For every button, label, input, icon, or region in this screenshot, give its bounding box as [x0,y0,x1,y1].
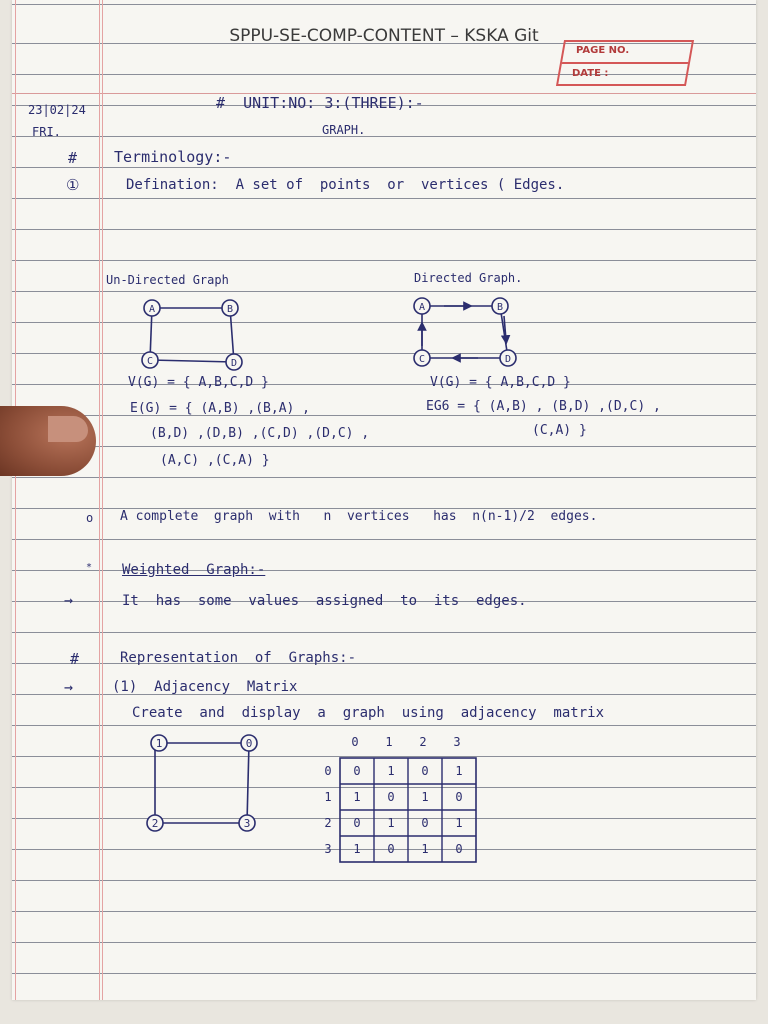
note-date: 23|02|24 [28,103,86,117]
terminology-bullet: # [68,149,78,167]
undirected-vertex-b: B [226,304,234,315]
margin-line [102,0,103,1000]
matrix-col-header: 1 [385,735,393,749]
matrix-cell: 0 [455,842,463,856]
matrix-col-header: 2 [419,735,427,749]
weighted-definition: It has some values assigned to its edges. [122,593,527,609]
directed-vertex-d: D [504,354,512,365]
matrix-cell: 0 [387,842,395,856]
matrix-row-header: 2 [324,816,332,830]
undirected-vertex-set: V(G) = { A,B,C,D } [128,375,269,390]
undirected-edge-set-line2: (B,D) ,(D,B) ,(C,D) ,(D,C) , [150,426,370,441]
matrix-row-header: 0 [324,764,332,778]
directed-vertex-b: B [496,302,504,313]
matrix-graph-vertex: 2 [151,817,159,830]
matrix-graph-vertex: 0 [245,737,253,750]
matrix-cell: 1 [455,764,463,778]
adjacency-heading: (1) Adjacency Matrix [112,679,298,695]
definition-text: Defination: A set of points or vertices ( Edges. [126,177,565,193]
matrix-cell: 1 [387,816,395,830]
definition-bullet: ① [66,176,80,194]
undirected-graph-title: Un-Directed Graph [106,273,229,287]
matrix-col-header: 0 [351,735,359,749]
undirected-vertex-a: A [148,304,156,315]
adjacency-arrow: → [64,678,74,696]
complete-bullet: o [86,511,94,525]
undirected-edge-set-line3: (A,C) ,(C,A) } [160,453,270,468]
matrix-cell: 1 [421,790,429,804]
matrix-cell: 0 [455,790,463,804]
directed-edge-set-line1: EG6 = { (A,B) , (B,D) ,(D,C) , [426,399,661,414]
weighted-arrow: → [64,591,74,609]
representation-bullet: # [70,650,80,668]
matrix-cell: 0 [353,764,361,778]
undirected-vertex-d: D [230,358,238,369]
directed-vertex-c: C [418,354,426,365]
directed-vertex-set: V(G) = { A,B,C,D } [430,375,571,390]
matrix-cell: 0 [421,816,429,830]
matrix-cell: 1 [353,790,361,804]
adjacency-matrix [314,730,484,870]
matrix-col-header: 3 [453,735,461,749]
matrix-cell: 1 [421,842,429,856]
note-day: FRI. [32,125,61,139]
directed-graph-title: Directed Graph. [414,271,523,285]
matrix-cell: 0 [387,790,395,804]
matrix-cell: 1 [387,764,395,778]
date-label: DATE : [572,68,609,79]
weighted-bullet: * [86,562,93,573]
directed-graph-diagram [408,296,520,376]
matrix-cell: 1 [353,842,361,856]
matrix-graph-vertex: 3 [243,817,251,830]
directed-vertex-a: A [418,302,426,313]
fingernail-photo-artifact [48,416,88,442]
matrix-cell: 0 [421,764,429,778]
matrix-graph-diagram [145,733,265,833]
matrix-row-header: 1 [324,790,332,804]
matrix-row-header: 3 [324,842,332,856]
page-header: SPPU-SE-COMP-CONTENT – KSKA Git [229,26,539,46]
weighted-heading: Weighted Graph:- [122,562,266,578]
matrix-cell: 1 [455,816,463,830]
terminology-heading: Terminology:- [114,148,232,166]
representation-heading: Representation of Graphs:- [120,650,357,666]
adjacency-instruction: Create and display a graph using adjacency matrix [132,705,605,721]
directed-edge-set-line2: (C,A) } [532,423,587,438]
margin-line [15,0,16,1000]
undirected-edge-set-line1: E(G) = { (A,B) ,(B,A) , [130,401,311,416]
unit-subtitle: GRAPH. [322,123,366,137]
complete-graph-note: A complete graph with n vertices has n(n-1)/2 edges. [120,509,598,524]
undirected-vertex-c: C [146,356,154,367]
margin-line [99,0,100,1000]
unit-heading: # UNIT:NO: 3:(THREE):- [216,94,424,112]
matrix-cell: 0 [353,816,361,830]
page-no-label: PAGE NO. [576,45,630,56]
matrix-graph-vertex: 1 [155,737,163,750]
undirected-graph-diagram [138,296,248,376]
